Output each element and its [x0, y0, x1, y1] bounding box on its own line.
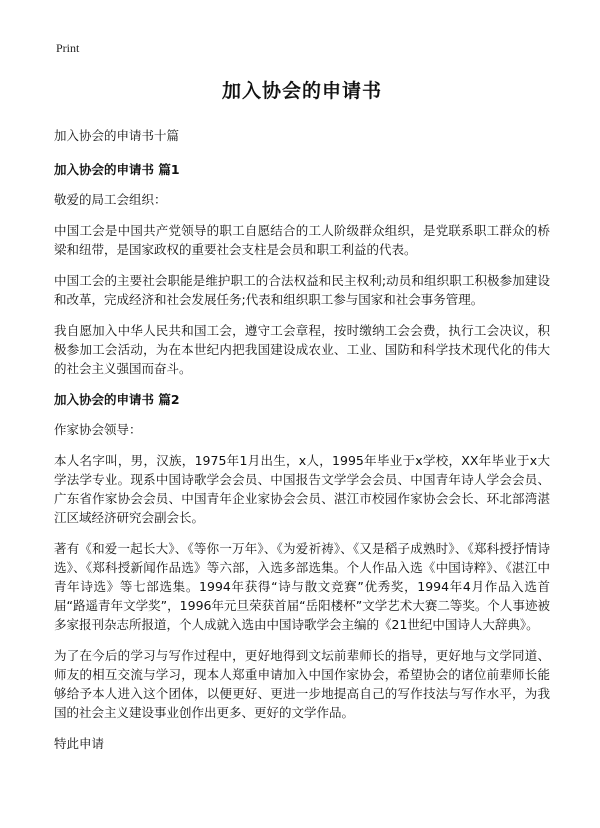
closing-line: 特此申请 [54, 736, 105, 751]
paragraph: 我自愿加入中华人民共和国工会，遵守工会章程，按时缴纳工会会费，执行工会决议，积极参加工会活动，为在本世纪内把我国建设成农业、工业、国防和科学技术现代化的伟大的社会主义强国而奋斗。 [54, 323, 550, 376]
salutation: 作家协会领导： [54, 422, 142, 437]
section-1 [54, 160, 550, 378]
section-2 [54, 390, 550, 753]
paragraph: 中国工会是中国共产党领导的职工自愿结合的工人阶级群众组织，是党联系职工群众的桥梁和纽带，是国家政权的重要社会支柱是会员和职工利益的代表。 [54, 223, 550, 257]
paragraph: 为了在今后的学习与写作过程中，更好地得到文坛前辈师长的指导，更好地与文学同道、师友的相互交流与学习，现本人郑重申请加入中国作家协会，希望协会的诸位前辈师长能够给予本人进入这个团体，以便更好、更进一步地提高自己的写作技法与写作水平，为我国的社会主义建设事业创作出更多、更好的文学作品。 [54, 648, 550, 720]
section-title: 加入协会的申请书 篇1 [54, 162, 180, 177]
section-title: 加入协会的申请书 篇2 [54, 392, 180, 407]
document-subtitle: 加入协会的申请书十篇 [54, 128, 180, 143]
paragraph: 本人名字叫，男，汉族，1975年1月出生，x人，1995年毕业于x学校，XX年毕业于x大学法学专业。现系中国诗歌学会会员、中国报告文学学会会员、中国青年诗人学会会员、广东省作家协会会员、中国青年企业家协会会员、湛江市校园作家协会会长、环北部湾湛江区域经济研究会副会长。 [54, 453, 550, 525]
paragraph: 中国工会的主要社会职能是维护职工的合法权益和民主权利;动员和组织职工积极参加建设和改革，完成经济和社会发展任务;代表和组织职工参与国家和社会事务管理。 [54, 273, 550, 307]
paragraph: 著有《和爱一起长大》、《等你一万年》、《为爱祈祷》、《又是稻子成熟时》、《郑科授抒情诗选》、《郑科授新闻作品选》等六部，入选多部选集。个人作品入选《中国诗粹》、《湛江中青年诗选》等七部选集。1994年获得“诗与散文竞赛”优秀奖，1994年4月作品入选首届“路遥青年文学奖”，1996年元旦荣获首届“岳阳楼杯”文学艺术大赛二等奖。个人事迹被多家报刊杂志所报道，个人成就入选由中国诗歌学会主编的《21世纪中国诗人大辞典》。 [54, 541, 550, 632]
salutation: 敬爱的局工会组织： [54, 192, 167, 207]
document-title: 加入协会的申请书 [221, 80, 382, 102]
print-label: Print [56, 41, 80, 55]
